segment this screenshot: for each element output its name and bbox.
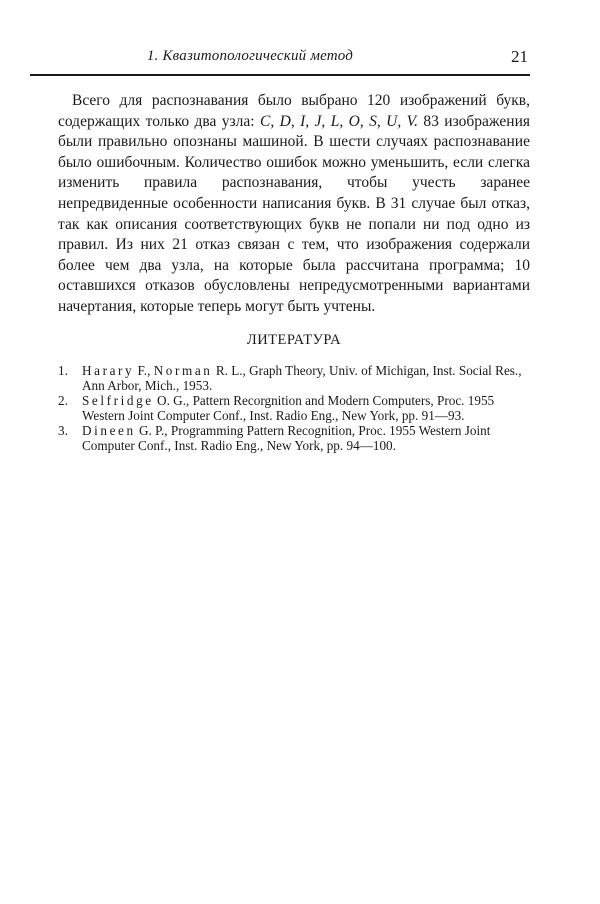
reference-number: 1. [58, 363, 68, 378]
references-heading: ЛИТЕРАТУРА [246, 332, 342, 348]
body-text-part1: Всего для распознавания было выбрано 120 изображений букв, содержащих только два узла: [58, 92, 530, 130]
reference-separator: F., [134, 363, 154, 378]
reference-author: Selfridge [82, 393, 154, 409]
reference-item [58, 424, 532, 453]
reference-author: Dineen [82, 423, 136, 439]
page-number: 21 [511, 47, 528, 66]
reference-author: Norman [153, 363, 213, 378]
reference-text: G. P., Programming Pattern Recognition, Proc. 1955 Western Joint Computer Conf., Inst. Radio Eng., New York, pp. 94—100. [82, 423, 491, 453]
reference-text: O. G., Pattern Recorgnition and Modern Computers, Proc. 1955 Western Joint Computer Conf., Inst. Radio Eng., New York, pp. 91—93. [82, 393, 495, 423]
running-title: 1. Квазитопологический метод [146, 48, 354, 64]
reference-number: 2. [58, 393, 68, 409]
reference-item [58, 364, 532, 393]
body-paragraph [58, 91, 530, 318]
references-list [58, 364, 532, 455]
reference-item [58, 394, 532, 423]
reference-text: R. L., Graph Theory, Univ. of Michigan, Inst. Social Res., Ann Arbor, Mich., 1953. [82, 363, 522, 393]
letter-list: C, D, I, J, L, O, S, U, V. [260, 112, 418, 130]
body-text-part2: 83 изображения были правильно опознаны машиной. В шести случаях распознавание было ошибочным. Количество ошибок можно уменьшить, если слегка изменить правила распознавания, чтобы учесть заранее непредвиденные особенности написания букв. В 31 случае был отказ, так как описания соответствующих букв не попали ни под одно из правил. Из них 21 отказ связан с тем, что изображения содержали более чем два узла, на которые была рассчитана программа; 10 оставшихся отказов обусловлены непредусмотренными вариантами начертания, которые теперь могут быть учтены. [58, 112, 530, 315]
running-header [30, 46, 530, 76]
reference-number: 3. [58, 423, 68, 439]
reference-author: Harary [82, 363, 135, 378]
